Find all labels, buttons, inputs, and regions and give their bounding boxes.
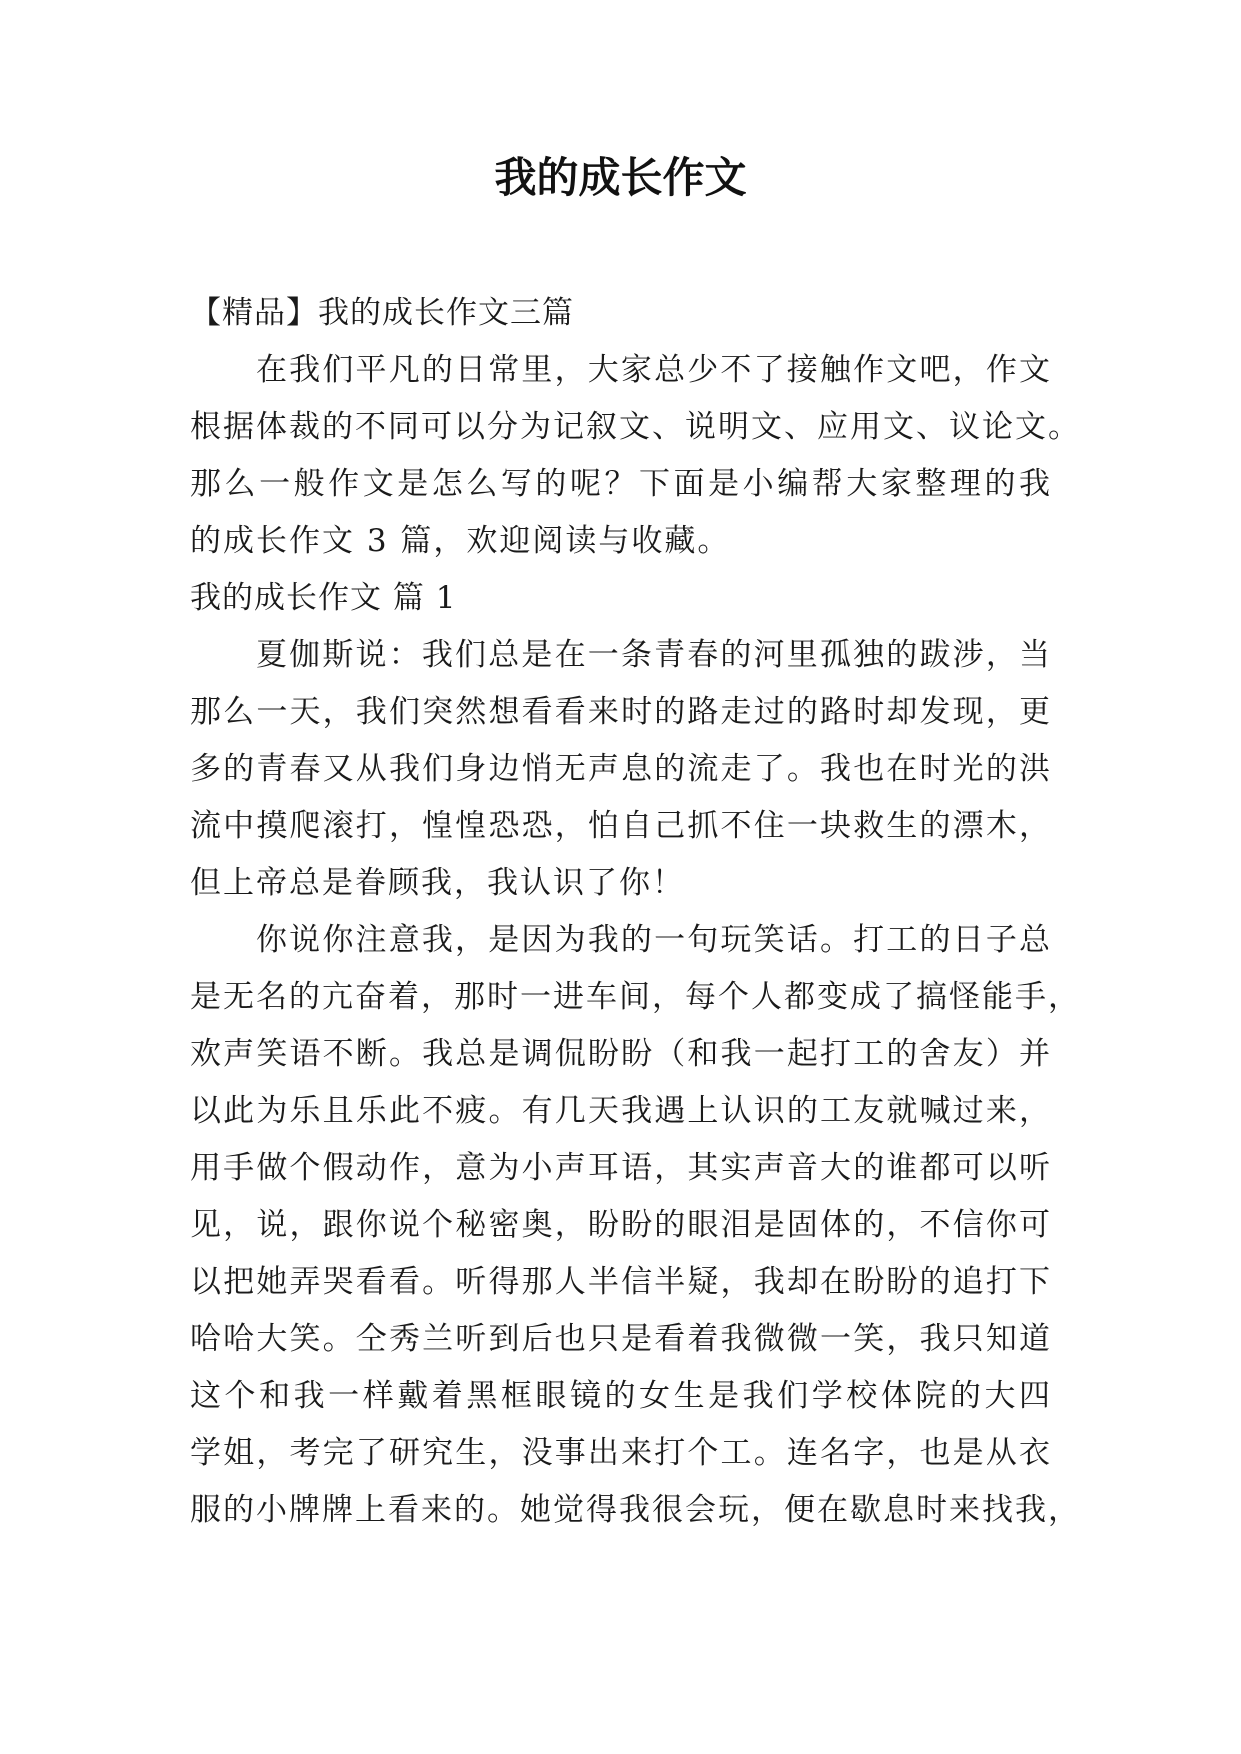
paragraph-line: 这个和我一样戴着黑框眼镜的女生是我们学校体院的大四: [190, 1378, 1052, 1414]
paragraph-line: 你说你注意我，是因为我的一句玩笑话。打工的日子总: [256, 922, 1052, 958]
document-title: 我的成长作文: [494, 153, 747, 202]
paragraph-line: 以此为乐且乐此不疲。有几天我遇上认识的工友就喊过来，: [190, 1093, 1052, 1129]
paragraph-line: 在我们平凡的日常里，大家总少不了接触作文吧，作文: [256, 352, 1052, 388]
paragraph-line: 欢声笑语不断。我总是调侃盼盼（和我一起打工的舍友）并: [190, 1036, 1052, 1072]
paragraph-line: 以把她弄哭看看。听得那人半信半疑，我却在盼盼的追打下: [190, 1264, 1052, 1300]
paragraph-line: 但上帝总是眷顾我，我认识了你！: [190, 865, 685, 901]
paragraph-line: 那么一般作文是怎么写的呢？下面是小编帮大家整理的我: [190, 466, 1052, 502]
document-body: [190, 285, 1081, 1539]
paragraph-line: 夏伽斯说：我们总是在一条青春的河里孤独的跋涉，当: [256, 637, 1052, 673]
paragraph-line: 服的小牌牌上看来的。她觉得我很会玩，便在歇息时来找我，: [190, 1492, 1081, 1528]
paragraph-line: 哈哈大笑。仝秀兰听到后也只是看着我微微一笑，我只知道: [190, 1321, 1052, 1357]
paragraph-line: 的成长作文 3 篇，欢迎阅读与收藏。: [190, 523, 731, 559]
paragraph-line: 多的青春又从我们身边悄无声息的流走了。我也在时光的洪: [190, 751, 1052, 787]
paragraph-line: 根据体裁的不同可以分为记叙文、说明文、应用文、议论文。: [190, 409, 1081, 445]
paragraph-line: 那么一天，我们突然想看看来时的路走过的路时却发现，更: [190, 694, 1052, 730]
paragraph-line: 是无名的亢奋着，那时一进车间，每个人都变成了搞怪能手，: [190, 979, 1081, 1015]
heading-line: 【精品】我的成长作文三篇: [190, 295, 574, 331]
paragraph-line: 流中摸爬滚打，惶惶恐恐，怕自己抓不住一块救生的漂木，: [190, 808, 1052, 844]
paragraph-line: 学姐，考完了研究生，没事出来打个工。连名字，也是从衣: [190, 1435, 1052, 1471]
heading-line: 我的成长作文 篇 1: [190, 580, 457, 616]
paragraph-line: 用手做个假动作，意为小声耳语，其实声音大的谁都可以听: [190, 1150, 1052, 1186]
paragraph-line: 见，说，跟你说个秘密奥，盼盼的眼泪是固体的，不信你可: [190, 1207, 1052, 1243]
